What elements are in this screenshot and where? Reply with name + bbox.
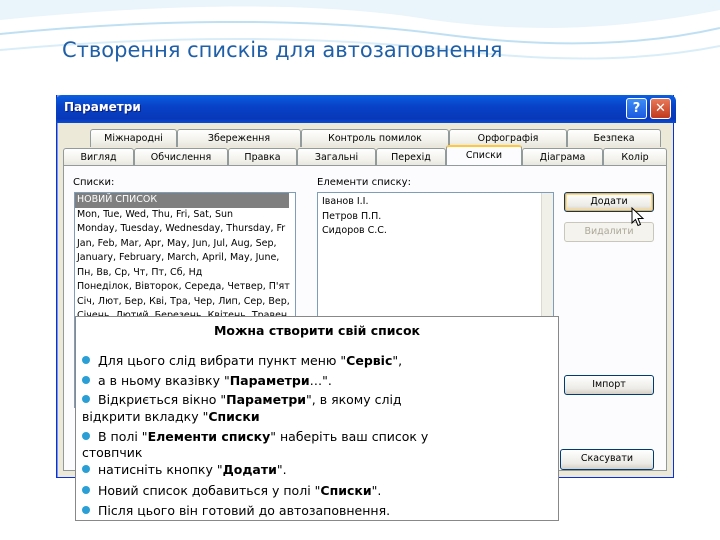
custom-lists-items	[75, 193, 295, 324]
bullet-text-pre: Для цього слід вибрати пункт меню "	[98, 353, 347, 368]
tab-calculation[interactable]: Обчислення	[134, 148, 228, 166]
tab-color[interactable]: Колір	[603, 148, 667, 166]
bullet-dot-icon	[82, 432, 90, 440]
mouse-cursor-icon	[631, 207, 645, 227]
bullet-dot-icon	[82, 486, 90, 494]
bullet-text-pre: натисніть кнопку "	[98, 462, 223, 477]
custom-list-item[interactable]: Січ, Лют, Бер, Кві, Тра, Чер, Лип, Сер, Вер,	[77, 295, 290, 307]
callout-title: Можна створити свій список	[213, 323, 421, 338]
bullet-dot-icon	[82, 376, 90, 384]
instructions-callout	[75, 316, 559, 521]
callout-bullet	[82, 374, 552, 388]
list-entry-line: Петров П.П.	[322, 210, 382, 222]
list-entry-line: Сидоров С.С.	[322, 225, 387, 236]
tab-international[interactable]: Міжнародні	[90, 129, 177, 147]
delete-button[interactable]: Видалити	[564, 222, 654, 242]
bullet-text-pre: В полі "	[98, 429, 148, 444]
bullet-text-bold: Елементи списку	[147, 429, 271, 444]
tab-save[interactable]: Збереження	[177, 129, 301, 147]
callout-bullet	[82, 393, 552, 407]
custom-list-item[interactable]: Понеділок, Вівторок, Середа, Четвер, П'ят	[77, 281, 290, 292]
custom-list-item[interactable]: January, February, March, April, May, June,	[77, 252, 280, 263]
close-button[interactable]: ✕	[650, 98, 671, 119]
callout-bullet	[82, 410, 552, 424]
cancel-button[interactable]: Скасувати	[560, 449, 654, 470]
tab-chart[interactable]: Діаграма	[522, 148, 603, 166]
bullet-dot-icon	[82, 356, 90, 364]
bullet-text-bold: Списки	[208, 409, 260, 424]
bullet-text-post: ", в якому слід	[306, 392, 402, 407]
bullet-text-post: ".	[371, 483, 382, 498]
bullet-text-pre: а в ньому вказівку "	[98, 373, 230, 388]
bullet-text-post: …".	[309, 373, 332, 388]
callout-bullet	[82, 430, 552, 444]
bullet-dot-icon	[82, 506, 90, 514]
bullet-text-pre: стовпчик	[82, 445, 143, 460]
tab-error-checking[interactable]: Контроль помилок	[301, 129, 449, 147]
callout-bullet	[82, 463, 552, 477]
bullet-text-bold: Сервіс	[346, 353, 393, 368]
add-button[interactable]: Додати	[564, 192, 654, 212]
bullet-text-pre: відкрити вкладку "	[82, 409, 209, 424]
tab-security[interactable]: Безпека	[567, 129, 661, 147]
bullet-text-pre: Новий список добавиться у полі "	[98, 483, 321, 498]
custom-list-item[interactable]: НОВИЙ СПИСОК	[75, 193, 289, 208]
dialog-titlebar[interactable]	[56, 95, 676, 123]
slide-title: Створення списків для автозаповнення	[62, 38, 503, 62]
dialog-title: Параметри	[64, 100, 141, 114]
tab-custom-lists[interactable]: Списки	[446, 145, 522, 167]
bullet-dot-icon	[82, 465, 90, 473]
callout-bullet	[82, 504, 552, 518]
bullet-text-post: " наберіть ваш список у	[270, 429, 429, 444]
bullet-text-post: ",	[392, 353, 403, 368]
bullet-text-bold: Додати	[222, 462, 277, 477]
list-entries-label: Елементи списку:	[317, 177, 411, 188]
custom-list-item[interactable]: Monday, Tuesday, Wednesday, Thursday, Fr	[77, 223, 286, 234]
custom-list-item[interactable]: Jan, Feb, Mar, Apr, May, Jun, Jul, Aug, Sep,	[77, 237, 277, 249]
bullet-text-post: ".	[276, 462, 287, 477]
import-button[interactable]: Імпорт	[564, 375, 654, 395]
callout-bullet	[82, 484, 552, 498]
bullet-text-pre: Після цього він готовий до автозаповнення.	[98, 503, 391, 518]
tab-spelling[interactable]: Орфографія	[449, 129, 567, 147]
lists-label: Списки:	[73, 177, 115, 188]
tab-general[interactable]: Загальні	[297, 148, 376, 166]
tab-edit[interactable]: Правка	[228, 148, 297, 166]
bullet-text-bold: Параметри	[229, 373, 310, 388]
callout-bullet	[82, 446, 552, 460]
tab-view[interactable]: Вигляд	[63, 148, 134, 166]
bullet-text-pre: Відкриється вікно "	[98, 392, 227, 407]
custom-list-item[interactable]: Mon, Tue, Wed, Thu, Fri, Sat, Sun	[77, 208, 234, 220]
bullet-dot-icon	[82, 395, 90, 403]
bullet-text-bold: Параметри	[226, 392, 307, 407]
list-entry-line: Іванов І.І.	[322, 196, 369, 207]
callout-bullet	[82, 354, 552, 368]
bullet-text-bold: Списки	[320, 483, 372, 498]
help-button[interactable]: ?	[626, 98, 647, 119]
tab-transition[interactable]: Перехід	[376, 148, 446, 166]
custom-list-item[interactable]: Пн, Вв, Ср, Чт, Пт, Сб, Нд	[77, 266, 203, 278]
list-entries-lines	[318, 193, 553, 239]
